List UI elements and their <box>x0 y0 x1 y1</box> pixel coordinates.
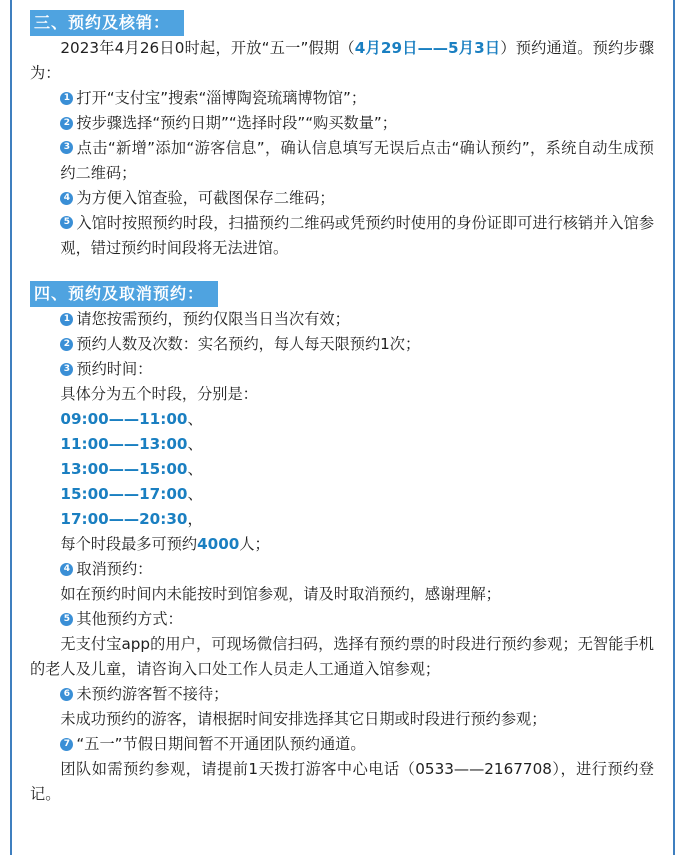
intro-text-end: ）预约通道。预约步骤为： <box>30 39 655 82</box>
separator: 、 <box>187 410 203 428</box>
separator: 、 <box>187 485 203 503</box>
left-frame-line <box>10 0 12 855</box>
number-badge-icon: 6 <box>60 688 73 701</box>
step-text: 按步骤选择“预约日期”“选择时段”“购买数量”； <box>76 114 397 132</box>
item-text: 其他预约方式： <box>76 610 183 628</box>
separator: 、 <box>187 460 203 478</box>
number-badge-icon: 5 <box>60 216 73 229</box>
separator: ， <box>187 510 203 528</box>
section-3-intro <box>30 36 654 86</box>
item-text: 预约人数及次数：实名预约，每人每天限预约1次； <box>76 335 421 353</box>
step-4 <box>30 186 654 211</box>
intro-text: 2023年4月26日0时起，开放“五一”假期（ <box>60 39 355 57</box>
item-6 <box>30 682 654 707</box>
time-slot <box>30 482 654 507</box>
number-badge-icon: 1 <box>60 92 73 105</box>
number-badge-icon: 2 <box>60 117 73 130</box>
number-badge-icon: 2 <box>60 338 73 351</box>
section-3-title: 三、预约及核销： <box>30 10 184 36</box>
step-text: 打开“支付宝”搜索“淄博陶瓷琉璃博物馆”； <box>76 89 367 107</box>
group-booking-text: 团队如需预约参观，请提前1天拨打游客中心电话（0533——2167708），进行预约登记。 <box>30 760 654 803</box>
item-5 <box>30 607 654 632</box>
article-content <box>30 0 654 807</box>
time-slot <box>30 407 654 432</box>
item-2 <box>30 332 654 357</box>
item-text: 请您按需预约，预约仅限当日当次有效； <box>76 310 350 328</box>
item-text: “五一”节假日期间暂不开通团队预约通道。 <box>76 735 366 753</box>
step-3 <box>30 136 654 186</box>
item-7 <box>30 732 654 757</box>
capacity-line <box>30 532 654 557</box>
step-text: 为方便入馆查验，可截图保存二维码； <box>76 189 335 207</box>
step-5 <box>30 211 654 261</box>
capacity-number: 4000 <box>197 535 240 553</box>
number-badge-icon: 3 <box>60 141 73 154</box>
item-text: 取消预约： <box>76 560 153 578</box>
item-text: 未预约游客暂不接待； <box>76 685 229 703</box>
separator: 、 <box>187 435 203 453</box>
time-slot-value: 17:00——20:30 <box>60 510 188 528</box>
step-text: 点击“新增”添加“游客信息”，确认信息填写无误后点击“确认预约”，系统自动生成预约二维码； <box>60 139 654 182</box>
item-4 <box>30 557 654 582</box>
other-methods-text: 无支付宝app的用户，可现场微信扫码，选择有预约票的时段进行预约参观；无智能手机的老人及儿童，请咨询入口处工作人员走人工通道入馆参观； <box>30 635 654 678</box>
step-1 <box>30 86 654 111</box>
time-slot <box>30 507 654 532</box>
capacity-text-end: 人； <box>239 535 270 553</box>
capacity-text: 每个时段最多可预约 <box>60 535 198 553</box>
section-4-title: 四、预约及取消预约： <box>30 281 218 307</box>
time-slot-value: 15:00——17:00 <box>60 485 188 503</box>
item-text: 预约时间： <box>76 360 153 378</box>
item-3 <box>30 357 654 382</box>
number-badge-icon: 1 <box>60 313 73 326</box>
time-slot-value: 13:00——15:00 <box>60 460 188 478</box>
number-badge-icon: 3 <box>60 363 73 376</box>
unbooked-text: 未成功预约的游客，请根据时间安排选择其它日期或时段进行预约参观； <box>60 710 547 728</box>
item-1 <box>30 307 654 332</box>
number-badge-icon: 5 <box>60 613 73 626</box>
number-badge-icon: 4 <box>60 192 73 205</box>
holiday-dates: 4月29日——5月3日 <box>354 39 501 57</box>
step-2 <box>30 111 654 136</box>
time-slot-value: 11:00——13:00 <box>60 435 188 453</box>
right-frame-line <box>673 0 675 855</box>
time-slot <box>30 457 654 482</box>
slots-intro: 具体分为五个时段，分别是： <box>60 385 258 403</box>
cancel-text: 如在预约时间内未能按时到馆参观，请及时取消预约，感谢理解； <box>60 585 501 603</box>
number-badge-icon: 7 <box>60 738 73 751</box>
time-slot <box>30 432 654 457</box>
step-text: 入馆时按照预约时段，扫描预约二维码或凭预约时使用的身份证即可进行核销并入馆参观，错过预约时间段将无法进馆。 <box>60 214 654 257</box>
time-slot-value: 09:00——11:00 <box>60 410 188 428</box>
number-badge-icon: 4 <box>60 563 73 576</box>
